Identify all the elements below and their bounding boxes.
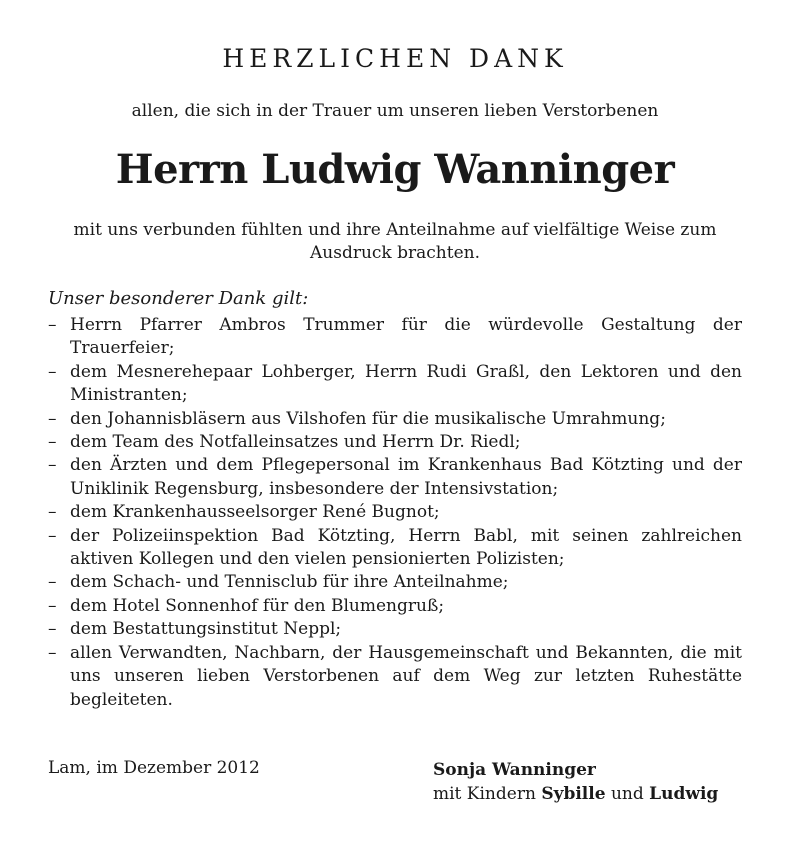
signature-family-line [433,782,718,806]
list-item [48,361,742,408]
list-item-text: dem Mesnerehepaar Lohberger, Herrn Rudi Graßl, den Lektoren und den Ministranten; [70,361,742,406]
list-item-text: dem Hotel Sonnenhof für den Blumengruß; [70,595,445,616]
bullet-dash: – [48,619,57,640]
list-item [48,501,742,524]
list-item [48,408,742,431]
special-thanks-heading: Unser besonderer Dank gilt: [48,288,309,309]
bullet-dash: – [48,572,57,593]
list-item-text: den Johannisbläsern aus Vilshofen für die musikalische Umrahmung; [70,408,666,429]
list-item-text: dem Krankenhausseelsorger René Bugnot; [70,502,440,523]
list-item [48,454,742,501]
list-item [48,525,742,572]
list-item-text: den Ärzten und dem Pflegepersonal im Krankenhaus Bad Kötzting und der Uniklinik Regensburg, insbesondere der Intensivstation; [70,455,742,499]
list-item [48,431,742,454]
list-item [48,642,742,712]
list-item [48,595,742,618]
list-item-text: dem Schach- und Tennisclub für ihre Anteilnahme; [70,572,509,593]
signature-prefix: mit Kindern [433,784,536,804]
list-item-text: der Polizeiinspektion Bad Kötzting, Herrn Babl, mit seinen zahlreichen aktiven Kollegen und den vielen pensionierten Polizisten; [70,525,742,570]
signature-conjunction: und [610,784,644,804]
signatory-name: Sonja Wanninger [433,760,596,780]
thanks-text: mit uns verbunden fühlten und ihre Anteilnahme auf vielfältige Weise zum Ausdruck brachten. [73,220,717,263]
list-item-text: dem Bestattungsinstitut Neppl; [70,619,342,640]
list-item [48,314,742,361]
child-name-1: Sybille [541,784,606,804]
bullet-dash: – [48,432,57,453]
notice-heading: HERZLICHEN DANK [222,44,568,73]
bullet-dash: – [48,502,57,523]
thanks-list [48,314,742,712]
bullet-dash: – [48,525,57,546]
deceased-name: Herrn Ludwig Wanninger [115,146,675,193]
bullet-dash: – [48,315,57,335]
list-item-text: allen Verwandten, Nachbarn, der Hausgemeinschaft und Bekannten, die mit uns unseren lieben Verstorbenen auf dem Weg zur letzten Ruhestätte begleiteten. [70,642,742,710]
bullet-dash: – [48,595,57,616]
place-date: Lam, im Dezember 2012 [48,758,260,778]
bullet-dash: – [48,455,57,476]
list-item [48,618,742,641]
child-name-2: Ludwig [649,784,719,804]
intro-text: allen, die sich in der Trauer um unseren lieben Verstorbenen [131,101,659,121]
bullet-dash: – [48,408,57,429]
bullet-dash: – [48,361,57,382]
list-item-text: dem Team des Notfalleinsatzes und Herrn Dr. Riedl; [70,432,521,453]
list-item-text: Herrn Pfarrer Ambros Trummer für die würdevolle Gestaltung der Trauerfeier; [70,315,742,359]
list-item [48,571,742,594]
bullet-dash: – [48,642,57,663]
signature-block [433,758,718,806]
